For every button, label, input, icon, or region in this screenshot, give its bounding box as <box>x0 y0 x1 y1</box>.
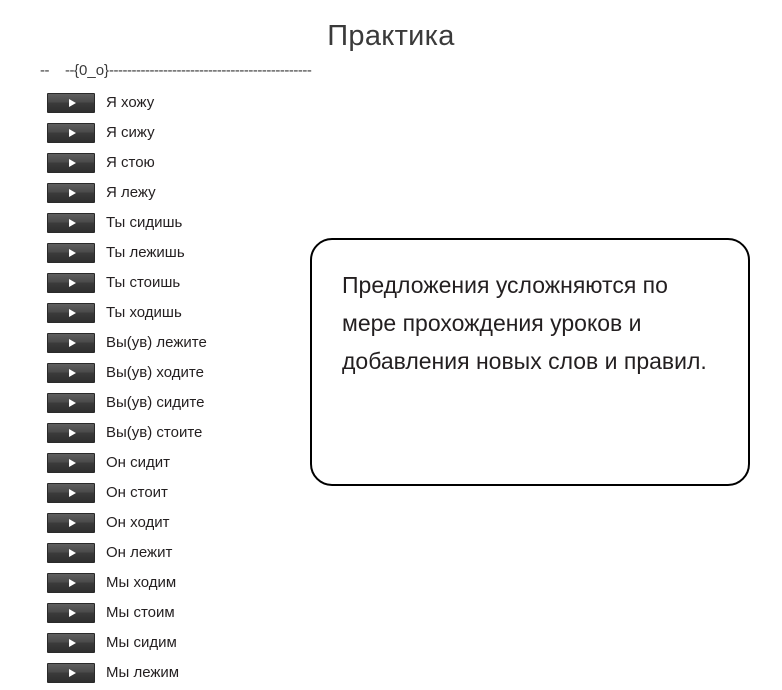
play-icon[interactable] <box>47 93 95 113</box>
list-item-label: Мы стоим <box>106 604 175 621</box>
list-item[interactable] <box>47 330 297 355</box>
list-item[interactable] <box>47 510 297 535</box>
list-item-label: Ты ходишь <box>106 304 182 321</box>
page-title: Практика <box>327 20 455 52</box>
list-item-label: Вы(ув) ходите <box>106 364 204 381</box>
play-icon[interactable] <box>47 393 95 413</box>
play-icon[interactable] <box>47 603 95 623</box>
list-item-label: Мы сидим <box>106 634 177 651</box>
list-item[interactable] <box>47 660 297 685</box>
callout-box <box>310 238 750 486</box>
play-icon[interactable] <box>47 273 95 293</box>
list-item[interactable] <box>47 450 297 475</box>
list-item[interactable] <box>47 570 297 595</box>
list-item-label: Я стою <box>106 154 155 171</box>
list-item-label: Я хожу <box>106 94 155 111</box>
list-item-label: Он лежит <box>106 544 173 561</box>
practice-list <box>47 90 297 690</box>
play-icon[interactable] <box>47 213 95 233</box>
text-cursor-icon <box>50 63 64 78</box>
play-icon[interactable] <box>47 363 95 383</box>
list-item-label: Ты стоишь <box>106 274 181 291</box>
play-icon[interactable] <box>47 513 95 533</box>
list-item[interactable] <box>47 300 297 325</box>
list-item-label: Мы лежим <box>106 664 180 681</box>
play-icon[interactable] <box>47 153 95 173</box>
list-item[interactable] <box>47 360 297 385</box>
list-item[interactable] <box>47 150 297 175</box>
list-item-label: Я сижу <box>106 124 155 141</box>
list-item-label: Он стоит <box>106 484 168 501</box>
divider-right-dashes: --------------------------------------------- <box>109 62 312 79</box>
list-item-label: Вы(ув) лежите <box>106 334 207 351</box>
list-item[interactable] <box>47 270 297 295</box>
play-icon[interactable] <box>47 123 95 143</box>
list-item[interactable] <box>47 240 297 265</box>
list-item-label: Ты лежишь <box>106 244 185 261</box>
list-item-label: Вы(ув) стоите <box>106 424 203 441</box>
play-icon[interactable] <box>47 633 95 653</box>
play-icon[interactable] <box>47 663 95 683</box>
play-icon[interactable] <box>47 423 95 443</box>
play-icon[interactable] <box>47 333 95 353</box>
list-item[interactable] <box>47 180 297 205</box>
play-icon[interactable] <box>47 303 95 323</box>
list-item[interactable] <box>47 600 297 625</box>
list-item[interactable] <box>47 540 297 565</box>
divider-mid-dashes: -- <box>65 62 74 79</box>
divider-left-dashes: -- <box>40 62 49 79</box>
play-icon[interactable] <box>47 183 95 203</box>
play-icon[interactable] <box>47 453 95 473</box>
play-icon[interactable] <box>47 483 95 503</box>
list-item[interactable] <box>47 210 297 235</box>
list-item-label: Мы ходим <box>106 574 177 591</box>
list-item-label: Он сидит <box>106 454 170 471</box>
list-item[interactable] <box>47 90 297 115</box>
list-item-label: Он ходит <box>106 514 170 531</box>
divider-face: {0_o} <box>74 62 110 79</box>
play-icon[interactable] <box>47 543 95 563</box>
list-item[interactable] <box>47 120 297 145</box>
list-item-label: Я лежу <box>106 184 156 201</box>
divider <box>40 62 311 79</box>
play-icon[interactable] <box>47 243 95 263</box>
callout-text: Предложения усложняются по мере прохождения уроков и добавления новых слов и правил. <box>342 272 707 374</box>
list-item[interactable] <box>47 420 297 445</box>
list-item-label: Вы(ув) сидите <box>106 394 205 411</box>
list-item[interactable] <box>47 390 297 415</box>
list-item-label: Ты сидишь <box>106 214 183 231</box>
play-icon[interactable] <box>47 573 95 593</box>
list-item[interactable] <box>47 480 297 505</box>
list-item[interactable] <box>47 630 297 655</box>
